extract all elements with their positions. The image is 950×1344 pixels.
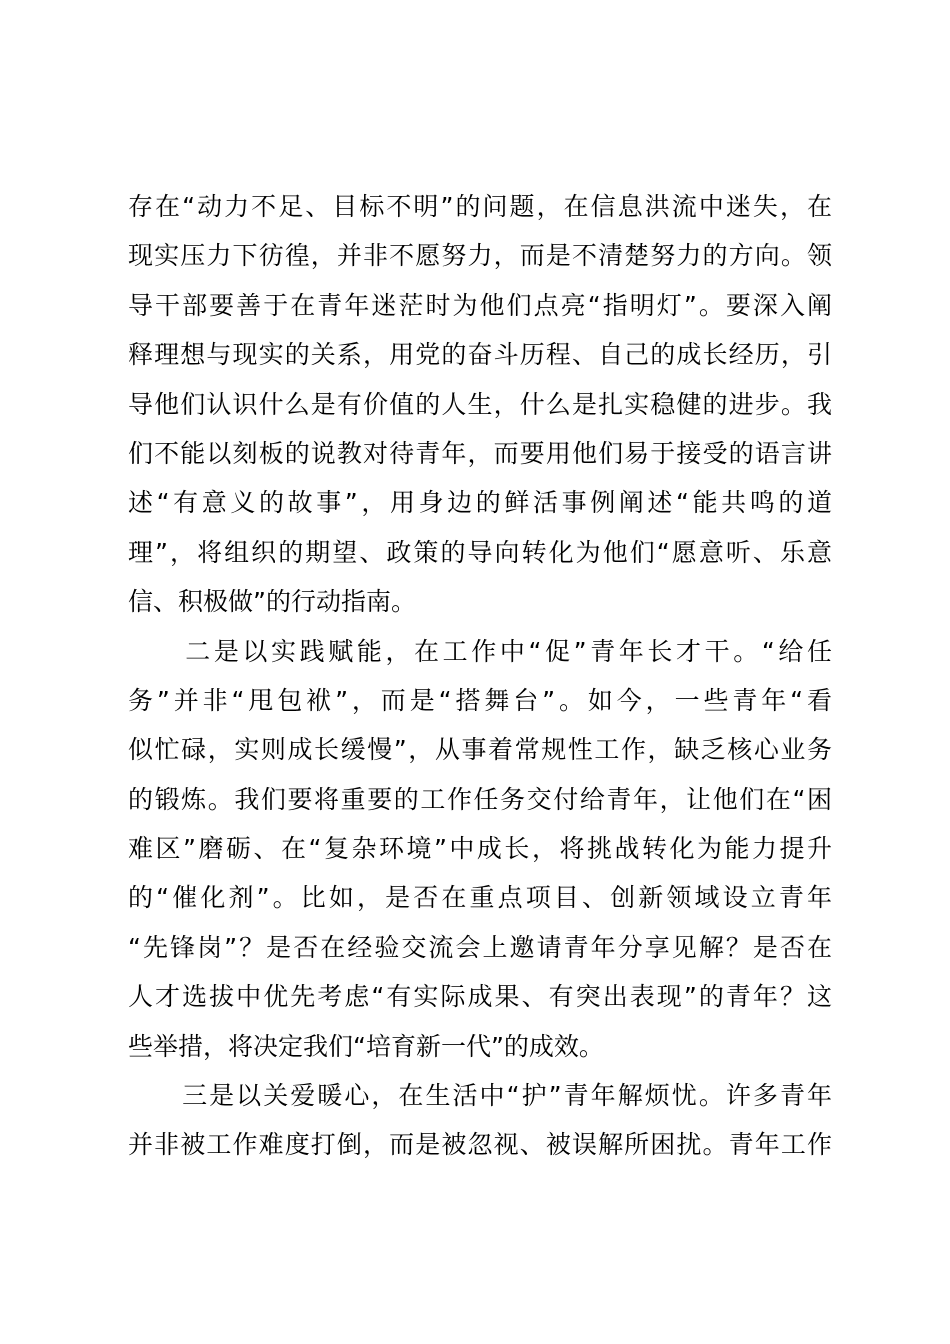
- text-line: 务”并非“甩包袱”，而是“搭舞台”。如今，一些青年“看: [128, 685, 832, 715]
- text-line: 述“有意义的故事”，用身边的鲜活事例阐述“能共鸣的道: [128, 488, 832, 518]
- text-line: 人才选拔中优先考虑“有实际成果、有突出表现”的青年？这: [128, 982, 832, 1012]
- text-line: 难区”磨砺、在“复杂环境”中成长，将挑战转化为能力提升: [128, 834, 832, 864]
- text-line: 导干部要善于在青年迷茫时为他们点亮“指明灯”。要深入阐: [128, 290, 832, 320]
- text-line: 们不能以刻板的说教对待青年，而要用他们易于接受的语言讲: [128, 438, 832, 468]
- text-line: 释理想与现实的关系，用党的奋斗历程、自己的成长经历，引: [128, 340, 832, 370]
- text-line: 三是以关爱暖心，在生活中“护”青年解烦忧。许多青年: [128, 1081, 832, 1111]
- text-line: 导他们认识什么是有价值的人生，什么是扎实稳健的进步。我: [128, 389, 832, 419]
- text-line: 些举措，将决定我们“培育新一代”的成效。: [128, 1031, 604, 1061]
- paragraph-care: [128, 1071, 832, 1170]
- paragraph-practice: [128, 627, 832, 1072]
- paragraph-motivation: [128, 182, 832, 627]
- text-line: 的锻炼。我们要将重要的工作任务交付给青年，让他们在“困: [128, 784, 832, 814]
- text-line: 的“催化剂”。比如，是否在重点项目、创新领域设立青年: [128, 883, 832, 913]
- text-line: 信、积极做”的行动指南。: [128, 587, 416, 617]
- text-line: 存在“动力不足、目标不明”的问题，在信息洪流中迷失，在: [128, 192, 832, 221]
- text-line: 并非被工作难度打倒，而是被忽视、被误解所困扰。青年工作: [128, 1130, 832, 1160]
- text-line: 现实压力下彷徨，并非不愿努力，而是不清楚努力的方向。领: [128, 241, 832, 271]
- document-body: [128, 182, 832, 1170]
- text-line: 似忙碌，实则成长缓慢”，从事着常规性工作，缺乏核心业务: [128, 735, 832, 765]
- text-line: “先锋岗”？是否在经验交流会上邀请青年分享见解？是否在: [128, 932, 832, 962]
- text-line: 二是以实践赋能，在工作中“促”青年长才干。“给任: [128, 636, 832, 666]
- text-line: 理”，将组织的期望、政策的导向转化为他们“愿意听、乐意: [128, 537, 832, 567]
